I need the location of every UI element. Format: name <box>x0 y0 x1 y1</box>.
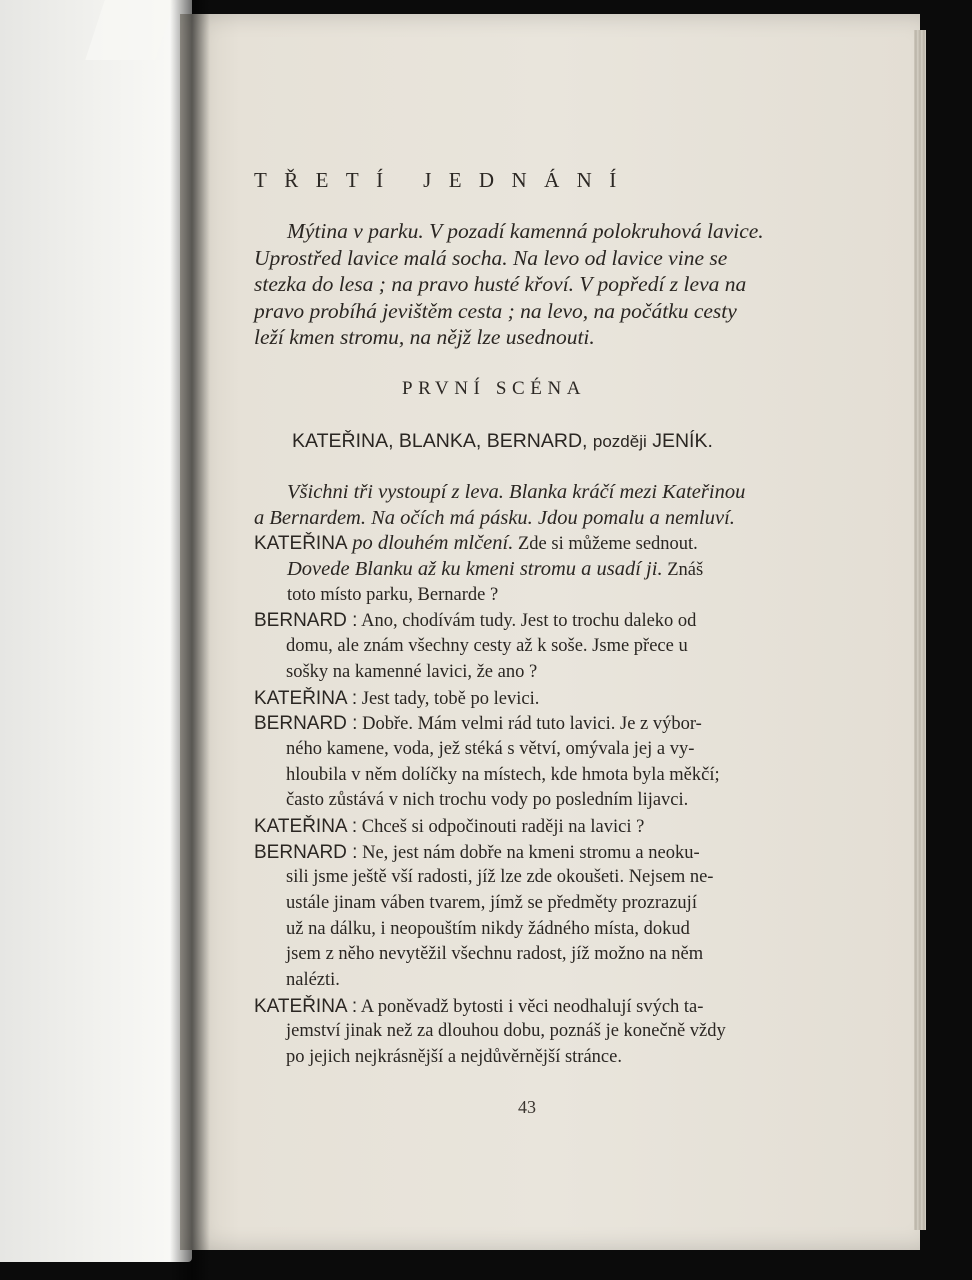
dialogue-line: domu, ale znám všechny cesty až k soše. Jsme přece u <box>286 636 688 657</box>
book-gutter <box>170 0 210 1280</box>
speaker-name: BERNARD : <box>254 713 358 735</box>
dialogue-line: jsem z něho nevytěžil všechnu radost, jíž možno na něm <box>286 944 704 965</box>
cast-list <box>292 430 713 453</box>
cast-names: KATEŘINA, BLANKA, BERNARD, <box>292 430 588 452</box>
stage-direction-line: stezka do lesa ; na pravo husté křoví. V popředí z leva na <box>254 272 747 296</box>
speech-text: Dobře. Mám velmi rád tuto lavici. Je z výbor- <box>362 714 702 735</box>
cast-later-name: JENÍK. <box>652 430 713 452</box>
speech-text: Zde si můžeme sednout. <box>517 534 698 555</box>
dialogue-line: hloubila v něm dolíčky na místech, kde hmota byla měkčí; <box>286 764 720 785</box>
speech-text: Chceš si odpočinouti raději na lavici ? <box>361 816 645 837</box>
dialogue-line: ného kamene, voda, jež stéká s větví, omývala jej a vy- <box>286 738 695 759</box>
act-title: TŘETÍ JEDNÁNÍ <box>254 168 634 192</box>
dialogue-line: po jejich nejkrásnější a nejdůvěrnější stránce. <box>286 1047 622 1068</box>
page-number: 43 <box>518 1097 536 1117</box>
stage-direction-line: Mýtina v parku. V pozadí kamenná polokruhová lavice. <box>287 219 764 243</box>
speech-text: Ano, chodívám tudy. Jest to trochu daleko od <box>361 611 697 632</box>
dialogue-line <box>254 994 784 1020</box>
dialogue-line: ustále jinam váben tvarem, jímž se předměty prozrazují <box>286 893 697 913</box>
stage-direction-line: leží kmen stromu, na nějž lze usednouti. <box>254 325 595 349</box>
stage-direction-line: pravo probíhá jevištěm cesta ; na levo, na počátku cesty <box>254 298 737 323</box>
speaker-name: BERNARD : <box>254 841 358 863</box>
scene-title: PRVNÍ SCÉNA <box>402 378 587 399</box>
dialogue-line: sili jsme ještě vší radosti, jíž lze zde okoušeti. Nejsem ne- <box>286 867 714 888</box>
dialogue-line: už na dálku, i neopouštím nikdy žádného místa, dokud <box>286 918 690 939</box>
speech-text: Ne, jest nám dobře na kmeni stromu a neoku- <box>362 842 700 863</box>
dialogue-line: jemství jinak než za dlouhou dobu, poznáš je konečně vždy <box>286 1021 726 1042</box>
dialogue-line: sošky na kamenné lavici, že ano ? <box>286 661 538 682</box>
speaker-direction: Dovede Blanku až ku kmeni stromu a usadí ji. <box>287 558 663 581</box>
speech-text: Jest tady, tobě po levici. <box>361 688 540 709</box>
cast-later: později <box>592 432 647 451</box>
stage-direction-line: Uprostřed lavice malá socha. Na levo od lavice vine se <box>254 245 728 270</box>
dialogue-line <box>254 608 784 634</box>
speaker-name: BERNARD : <box>254 610 358 632</box>
dialogue-line <box>254 686 784 712</box>
speaker-name: KATEŘINA : <box>254 687 358 709</box>
dialogue <box>254 480 784 1071</box>
dialogue-line <box>254 814 784 840</box>
dialogue-line: toto místo parku, Bernarde ? <box>287 584 499 605</box>
speaker-name: KATEŘINA <box>254 533 348 555</box>
dialogue-line <box>254 557 784 583</box>
stage-direction <box>254 218 784 351</box>
dialogue-line <box>254 840 784 866</box>
entrance-direction-line: Všichni tři vystoupí z leva. Blanka kráčí mezi Kateřinou <box>287 481 746 503</box>
page-content <box>254 0 794 1280</box>
left-blank-page <box>0 0 192 1262</box>
page-edges <box>914 30 926 1230</box>
entrance-direction-line: a Bernardem. Na očích má pásku. Jdou pomalu a nemluví. <box>254 506 735 529</box>
dialogue-line <box>254 711 784 737</box>
speaker-direction: po dlouhém mlčení. <box>352 532 514 555</box>
dialogue-line: nalézti. <box>286 970 340 991</box>
speech-text: A poněvadž bytosti i věci neodhalují svých ta- <box>360 996 704 1017</box>
speaker-name: KATEŘINA : <box>254 815 358 837</box>
speech-text: Znáš <box>667 560 704 581</box>
speaker-name: KATEŘINA : <box>254 995 358 1017</box>
dialogue-line: často zůstává v nich trochu vody po posledním lijavci. <box>286 790 689 811</box>
dialogue-line <box>254 531 784 557</box>
